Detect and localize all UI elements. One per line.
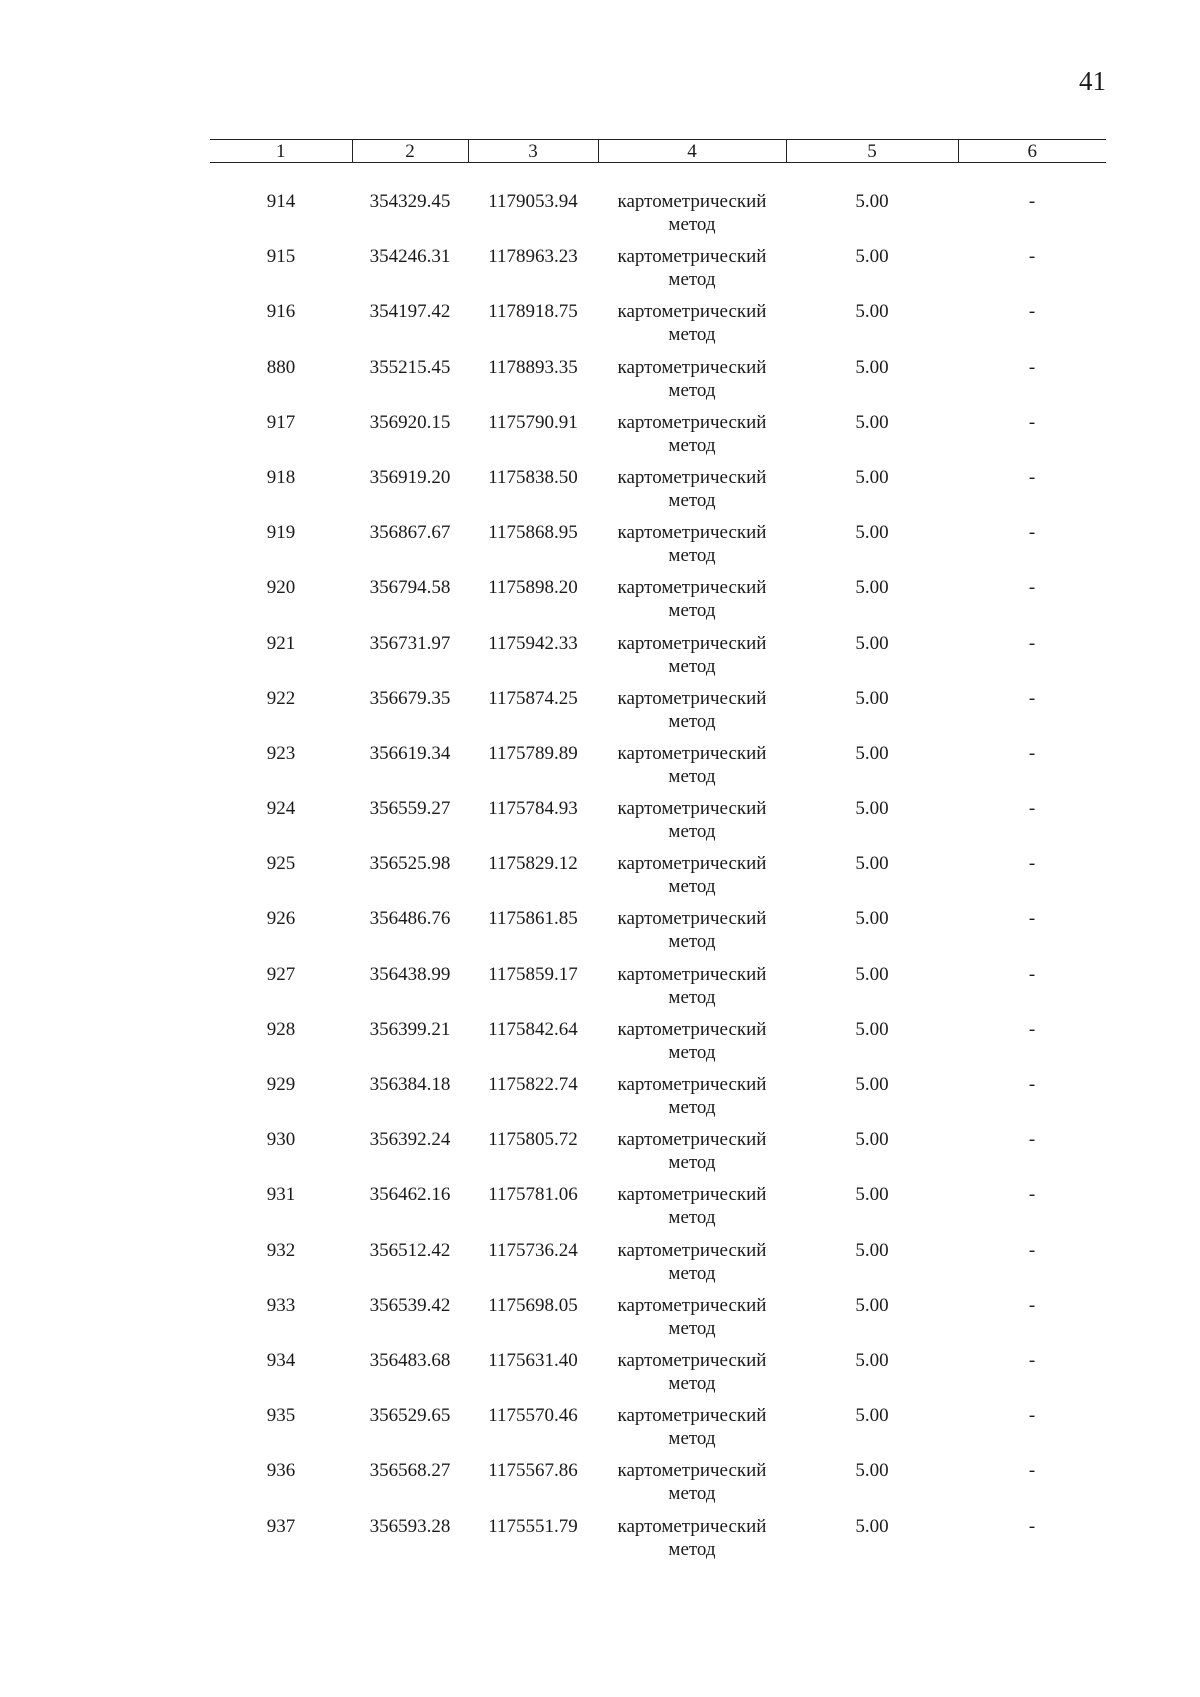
coordinate-x: 356867.67 <box>369 522 451 544</box>
coordinate-y: 1178918.75 <box>488 301 578 323</box>
method-line-2: метод <box>668 1538 716 1560</box>
method-line-1: картометрический <box>617 577 767 599</box>
description-value: - <box>1028 853 1036 875</box>
method-line-1: картометрический <box>617 1018 767 1040</box>
coordinate-y: 1179053.94 <box>488 191 578 212</box>
coordinate-y: 1178963.23 <box>488 246 578 268</box>
description-value: - <box>1028 1349 1036 1371</box>
header-col-5: 5 <box>786 140 958 163</box>
table-row <box>210 356 1106 411</box>
method-line-1: картометрический <box>617 1239 767 1261</box>
table-row <box>210 852 1106 907</box>
method-cell <box>598 1128 786 1174</box>
method-line-1: картометрический <box>617 466 767 488</box>
description-value: - <box>1028 466 1036 488</box>
method-line-2: метод <box>668 1428 716 1450</box>
coordinate-x: 356731.97 <box>369 632 451 654</box>
header-col-1: 1 <box>210 140 352 163</box>
point-number: 917 <box>266 411 296 433</box>
table-row <box>210 1018 1106 1073</box>
accuracy-value: 5.00 <box>855 301 889 323</box>
method-cell <box>598 852 786 898</box>
coordinate-x: 356462.16 <box>369 1184 451 1206</box>
coordinate-x: 356486.76 <box>369 908 451 930</box>
method-line-1: картометрический <box>617 246 767 268</box>
method-cell <box>598 963 786 1009</box>
coordinate-y: 1175698.05 <box>488 1294 578 1316</box>
coordinate-x: 355215.45 <box>369 356 451 378</box>
accuracy-value: 5.00 <box>855 742 889 764</box>
description-value: - <box>1028 963 1036 985</box>
coordinate-x: 356384.18 <box>369 1074 451 1095</box>
description-value: - <box>1028 1074 1036 1095</box>
coordinate-y: 1175784.93 <box>488 798 578 820</box>
point-number: 922 <box>266 687 296 709</box>
coordinate-x: 356438.99 <box>369 963 451 985</box>
coordinate-x: 356679.35 <box>369 687 451 709</box>
description-value: - <box>1028 1184 1036 1206</box>
method-cell <box>598 1183 786 1229</box>
method-line-1: картометрический <box>617 1184 767 1206</box>
method-line-2: метод <box>668 379 716 401</box>
accuracy-value: 5.00 <box>855 632 889 654</box>
point-number: 936 <box>266 1460 296 1482</box>
table-row <box>210 521 1106 576</box>
method-line-2: метод <box>668 1372 716 1394</box>
point-number: 926 <box>266 908 296 930</box>
page-number: 41 <box>1079 66 1106 96</box>
method-line-2: метод <box>668 1041 716 1063</box>
point-number: 880 <box>266 356 296 378</box>
point-number: 930 <box>266 1129 296 1151</box>
method-line-2: метод <box>668 545 716 567</box>
coordinate-x: 356512.42 <box>369 1239 451 1261</box>
method-line-1: картометрический <box>617 522 767 544</box>
method-line-1: картометрический <box>617 1460 767 1482</box>
coordinate-y: 1175631.40 <box>488 1349 578 1371</box>
accuracy-value: 5.00 <box>855 1018 889 1040</box>
method-line-1: картометрический <box>617 356 767 378</box>
table-row <box>210 1294 1106 1349</box>
table-row <box>210 576 1106 631</box>
method-cell <box>598 797 786 843</box>
point-number: 919 <box>266 522 296 544</box>
method-line-1: картометрический <box>617 1405 767 1427</box>
accuracy-value: 5.00 <box>855 1460 889 1482</box>
accuracy-value: 5.00 <box>855 1184 889 1206</box>
method-line-2: метод <box>668 655 716 677</box>
method-line-1: картометрический <box>617 798 767 820</box>
point-number: 914 <box>266 191 296 212</box>
point-number: 934 <box>266 1349 296 1371</box>
method-cell <box>598 1459 786 1505</box>
table-row <box>210 190 1106 245</box>
table-row <box>210 1128 1106 1183</box>
table-row <box>210 687 1106 742</box>
method-line-2: метод <box>668 324 716 346</box>
method-cell <box>598 245 786 291</box>
method-line-1: картометрический <box>617 1074 767 1095</box>
method-cell <box>598 1294 786 1340</box>
method-line-2: метод <box>668 434 716 456</box>
coordinate-y: 1175838.50 <box>488 466 578 488</box>
coordinate-y: 1175829.12 <box>488 853 578 875</box>
accuracy-value: 5.00 <box>855 853 889 875</box>
point-number: 918 <box>266 466 296 488</box>
method-cell <box>598 190 786 236</box>
coordinate-y: 1175781.06 <box>488 1184 578 1206</box>
table-row <box>210 1073 1106 1128</box>
method-line-1: картометрический <box>617 632 767 654</box>
description-value: - <box>1028 1460 1036 1482</box>
header-col-3: 3 <box>468 140 598 163</box>
method-cell <box>598 907 786 953</box>
point-number: 928 <box>266 1018 296 1040</box>
coordinates-table-body <box>210 190 1106 1570</box>
description-value: - <box>1028 577 1036 599</box>
description-value: - <box>1028 742 1036 764</box>
method-line-2: метод <box>668 821 716 843</box>
column-number-header <box>210 139 1106 163</box>
coordinate-x: 356483.68 <box>369 1349 451 1371</box>
method-cell <box>598 466 786 512</box>
table-row <box>210 632 1106 687</box>
method-line-1: картометрический <box>617 191 767 212</box>
coordinate-x: 356539.42 <box>369 1294 451 1316</box>
coordinate-x: 356919.20 <box>369 466 451 488</box>
coordinate-x: 356794.58 <box>369 577 451 599</box>
method-line-1: картометрический <box>617 1349 767 1371</box>
method-cell <box>598 576 786 622</box>
coordinate-y: 1175551.79 <box>488 1515 578 1537</box>
table-row <box>210 907 1106 962</box>
coordinate-y: 1175789.89 <box>488 742 578 764</box>
header-col-6: 6 <box>958 140 1106 163</box>
description-value: - <box>1028 1294 1036 1316</box>
table-row <box>210 1459 1106 1514</box>
table-row <box>210 411 1106 466</box>
method-cell <box>598 521 786 567</box>
method-line-1: картометрический <box>617 1515 767 1537</box>
description-value: - <box>1028 1515 1036 1537</box>
method-cell <box>598 687 786 733</box>
coordinate-y: 1175859.17 <box>488 963 578 985</box>
method-line-2: метод <box>668 489 716 511</box>
point-number: 929 <box>266 1074 296 1095</box>
coordinate-x: 354329.45 <box>369 191 451 212</box>
accuracy-value: 5.00 <box>855 577 889 599</box>
point-number: 923 <box>266 742 296 764</box>
accuracy-value: 5.00 <box>855 1074 889 1095</box>
header-col-4: 4 <box>598 140 786 163</box>
coordinate-x: 356392.24 <box>369 1129 451 1151</box>
coordinate-y: 1175736.24 <box>488 1239 578 1261</box>
description-value: - <box>1028 798 1036 820</box>
accuracy-value: 5.00 <box>855 908 889 930</box>
coordinate-y: 1175868.95 <box>488 522 578 544</box>
point-number: 937 <box>266 1515 296 1537</box>
method-line-2: метод <box>668 1317 716 1339</box>
table-row <box>210 1349 1106 1404</box>
method-cell <box>598 742 786 788</box>
accuracy-value: 5.00 <box>855 522 889 544</box>
method-line-1: картометрический <box>617 411 767 433</box>
method-line-1: картометрический <box>617 687 767 709</box>
method-cell <box>598 1073 786 1119</box>
coordinate-y: 1175898.20 <box>488 577 578 599</box>
description-value: - <box>1028 687 1036 709</box>
method-line-2: метод <box>668 986 716 1008</box>
method-line-2: метод <box>668 214 716 235</box>
description-value: - <box>1028 632 1036 654</box>
method-line-2: метод <box>668 710 716 732</box>
method-cell <box>598 356 786 402</box>
method-line-2: метод <box>668 876 716 898</box>
point-number: 932 <box>266 1239 296 1261</box>
method-cell <box>598 632 786 678</box>
coordinate-y: 1175805.72 <box>488 1129 578 1151</box>
method-line-2: метод <box>668 1152 716 1174</box>
coordinate-y: 1175822.74 <box>488 1074 578 1095</box>
accuracy-value: 5.00 <box>855 798 889 820</box>
table-row <box>210 1515 1106 1570</box>
coordinate-y: 1175842.64 <box>488 1018 578 1040</box>
method-cell <box>598 1515 786 1561</box>
point-number: 924 <box>266 798 296 820</box>
coordinate-y: 1175790.91 <box>488 411 578 433</box>
description-value: - <box>1028 356 1036 378</box>
accuracy-value: 5.00 <box>855 1294 889 1316</box>
coordinate-y: 1175861.85 <box>488 908 578 930</box>
method-line-2: метод <box>668 1262 716 1284</box>
accuracy-value: 5.00 <box>855 963 889 985</box>
description-value: - <box>1028 1018 1036 1040</box>
method-cell <box>598 1018 786 1064</box>
accuracy-value: 5.00 <box>855 1349 889 1371</box>
coordinate-y: 1175570.46 <box>488 1405 578 1427</box>
description-value: - <box>1028 301 1036 323</box>
point-number: 920 <box>266 577 296 599</box>
description-value: - <box>1028 246 1036 268</box>
description-value: - <box>1028 411 1036 433</box>
coordinate-x: 356920.15 <box>369 411 451 433</box>
method-line-2: метод <box>668 1207 716 1229</box>
coordinate-x: 356399.21 <box>369 1018 451 1040</box>
table-row <box>210 1239 1106 1294</box>
method-line-1: картометрический <box>617 1129 767 1151</box>
table-row <box>210 466 1106 521</box>
coordinate-y: 1175942.33 <box>488 632 578 654</box>
header-col-2: 2 <box>352 140 468 163</box>
coordinate-x: 354197.42 <box>369 301 451 323</box>
coordinate-y: 1175567.86 <box>488 1460 578 1482</box>
accuracy-value: 5.00 <box>855 356 889 378</box>
coordinate-x: 356529.65 <box>369 1405 451 1427</box>
table-row <box>210 797 1106 852</box>
accuracy-value: 5.00 <box>855 687 889 709</box>
method-cell <box>598 1404 786 1450</box>
method-cell <box>598 1349 786 1395</box>
method-cell <box>598 300 786 346</box>
accuracy-value: 5.00 <box>855 1129 889 1151</box>
method-line-2: метод <box>668 931 716 953</box>
coordinate-x: 356525.98 <box>369 853 451 875</box>
coordinate-y: 1178893.35 <box>488 356 578 378</box>
point-number: 925 <box>266 853 296 875</box>
accuracy-value: 5.00 <box>855 1405 889 1427</box>
point-number: 921 <box>266 632 296 654</box>
method-line-2: метод <box>668 269 716 291</box>
description-value: - <box>1028 191 1036 212</box>
point-number: 933 <box>266 1294 296 1316</box>
coordinate-x: 356593.28 <box>369 1515 451 1537</box>
method-line-1: картометрический <box>617 908 767 930</box>
description-value: - <box>1028 1405 1036 1427</box>
table-row <box>210 963 1106 1018</box>
table-row <box>210 1183 1106 1238</box>
method-line-1: картометрический <box>617 742 767 764</box>
method-line-1: картометрический <box>617 963 767 985</box>
coordinate-x: 356568.27 <box>369 1460 451 1482</box>
point-number: 931 <box>266 1184 296 1206</box>
method-cell <box>598 1239 786 1285</box>
method-line-2: метод <box>668 600 716 622</box>
method-line-1: картометрический <box>617 853 767 875</box>
table-row <box>210 245 1106 300</box>
method-line-2: метод <box>668 1483 716 1505</box>
coordinate-x: 356559.27 <box>369 798 451 820</box>
accuracy-value: 5.00 <box>855 191 889 212</box>
accuracy-value: 5.00 <box>855 411 889 433</box>
method-line-2: метод <box>668 1097 716 1118</box>
accuracy-value: 5.00 <box>855 466 889 488</box>
point-number: 927 <box>266 963 296 985</box>
table-row <box>210 300 1106 355</box>
point-number: 915 <box>266 246 296 268</box>
coordinate-x: 356619.34 <box>369 742 451 764</box>
description-value: - <box>1028 1129 1036 1151</box>
accuracy-value: 5.00 <box>855 1239 889 1261</box>
description-value: - <box>1028 522 1036 544</box>
method-cell <box>598 411 786 457</box>
point-number: 935 <box>266 1405 296 1427</box>
method-line-1: картометрический <box>617 301 767 323</box>
accuracy-value: 5.00 <box>855 246 889 268</box>
table-row <box>210 742 1106 797</box>
header-row <box>210 140 1106 163</box>
coordinate-x: 354246.31 <box>369 246 451 268</box>
method-line-1: картометрический <box>617 1294 767 1316</box>
point-number: 916 <box>266 301 296 323</box>
method-line-2: метод <box>668 765 716 787</box>
description-value: - <box>1028 908 1036 930</box>
coordinate-y: 1175874.25 <box>488 687 578 709</box>
table-row <box>210 1404 1106 1459</box>
description-value: - <box>1028 1239 1036 1261</box>
accuracy-value: 5.00 <box>855 1515 889 1537</box>
